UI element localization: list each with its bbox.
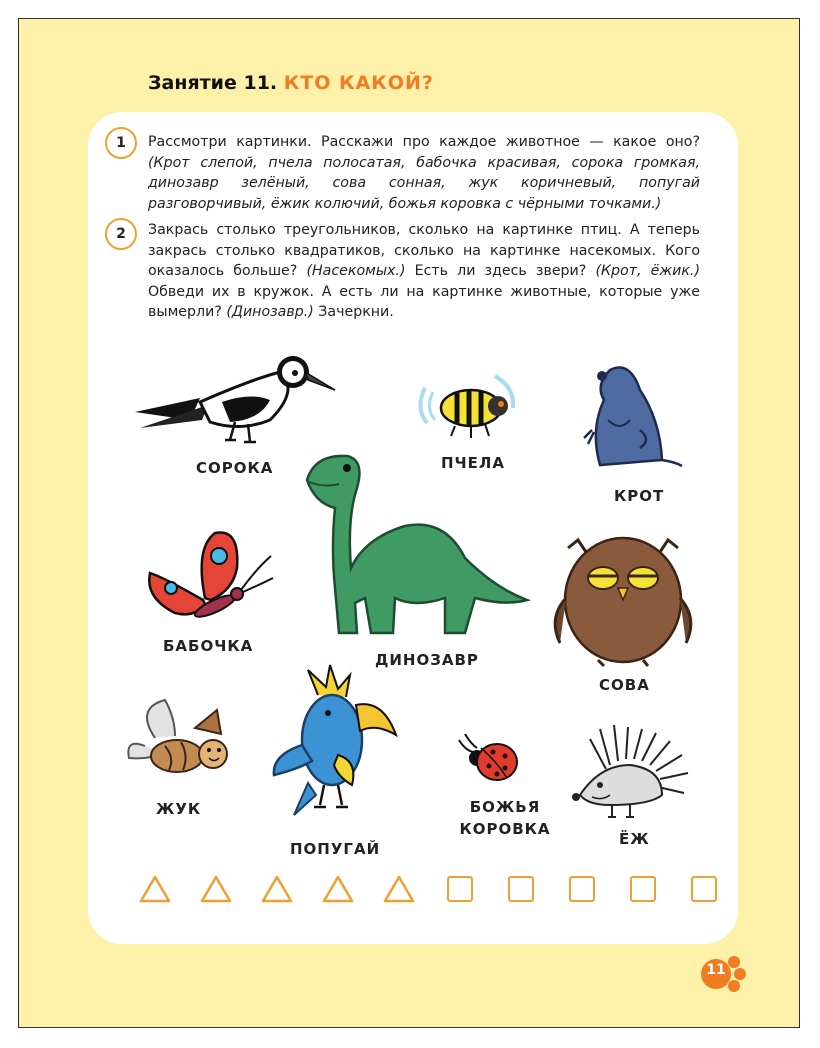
mole-illustration bbox=[580, 360, 685, 475]
task-1-text bbox=[148, 132, 700, 214]
label-magpie: СОРОКА bbox=[196, 459, 274, 477]
lesson-title bbox=[148, 72, 434, 94]
label-owl: СОВА bbox=[599, 676, 650, 694]
hedgehog-illustration bbox=[570, 725, 690, 820]
page-number: 11 bbox=[706, 962, 726, 978]
parrot-illustration bbox=[268, 665, 408, 835]
beetle-illustration bbox=[125, 698, 235, 788]
label-ladybug: БОЖЬЯ КОРОВКА bbox=[459, 798, 551, 838]
label-hedgehog: ЁЖ bbox=[619, 830, 650, 848]
butterfly-illustration bbox=[145, 528, 275, 628]
dinosaur-illustration bbox=[295, 448, 535, 643]
answer-square[interactable] bbox=[569, 876, 595, 902]
owl-illustration bbox=[548, 528, 698, 668]
task-1-answer: (Крот слепой, пчела полосатая, бабочка красивая, сорока громкая, динозавр зелёный, сова сонная, жук коричневый, попугай разговорчивый, ёжик колючий, божья коровка с чёрными точками.) bbox=[148, 154, 700, 212]
answer-shapes-row bbox=[130, 870, 690, 910]
task-number-1: 1 bbox=[105, 127, 137, 159]
task-1-instruction: Рассмотри картинки. Расскажи про каждое животное — какое оно? bbox=[148, 134, 700, 150]
task-2-part: Есть ли здесь звери? bbox=[405, 263, 596, 279]
magpie-illustration bbox=[130, 350, 340, 450]
lesson-heading: КТО КАКОЙ? bbox=[283, 72, 434, 94]
label-dinosaur: ДИНОЗАВР bbox=[375, 651, 479, 669]
answer-triangle[interactable] bbox=[199, 874, 233, 904]
page-number-badge bbox=[700, 952, 748, 994]
task-2-part: (Динозавр.) bbox=[226, 304, 314, 320]
label-mole: КРОТ bbox=[614, 487, 665, 505]
task-2-part: Закрась столько треугольников, сколько на картинке птиц. А теперь закрась столько квадратиков, сколько на картинке насекомых. Кого оказалось больше? bbox=[148, 222, 700, 279]
answer-square[interactable] bbox=[630, 876, 656, 902]
label-bee: ПЧЕЛА bbox=[441, 454, 505, 472]
lesson-prefix: Занятие 11. bbox=[148, 72, 278, 94]
task-number-2: 2 bbox=[105, 218, 137, 250]
answer-square[interactable] bbox=[447, 876, 473, 902]
answer-square[interactable] bbox=[691, 876, 717, 902]
answer-triangle[interactable] bbox=[138, 874, 172, 904]
label-butterfly: БАБОЧКА bbox=[163, 637, 254, 655]
task-2-part: (Насекомых.) bbox=[306, 263, 406, 279]
label-beetle: ЖУК bbox=[156, 800, 202, 818]
answer-triangle[interactable] bbox=[382, 874, 416, 904]
answer-triangle[interactable] bbox=[321, 874, 355, 904]
bee-illustration bbox=[415, 368, 525, 443]
task-2-text bbox=[148, 220, 700, 323]
task-2-part: Обведи их в кружок. А есть ли на картинке животные, которые уже вымерли? bbox=[148, 283, 700, 320]
ladybug-illustration bbox=[455, 730, 525, 790]
label-parrot: ПОПУГАЙ bbox=[290, 840, 381, 858]
task-2-part: (Крот, ёжик.) bbox=[595, 263, 700, 279]
task-2-part: Зачеркни. bbox=[313, 304, 394, 320]
answer-triangle[interactable] bbox=[260, 874, 294, 904]
answer-square[interactable] bbox=[508, 876, 534, 902]
